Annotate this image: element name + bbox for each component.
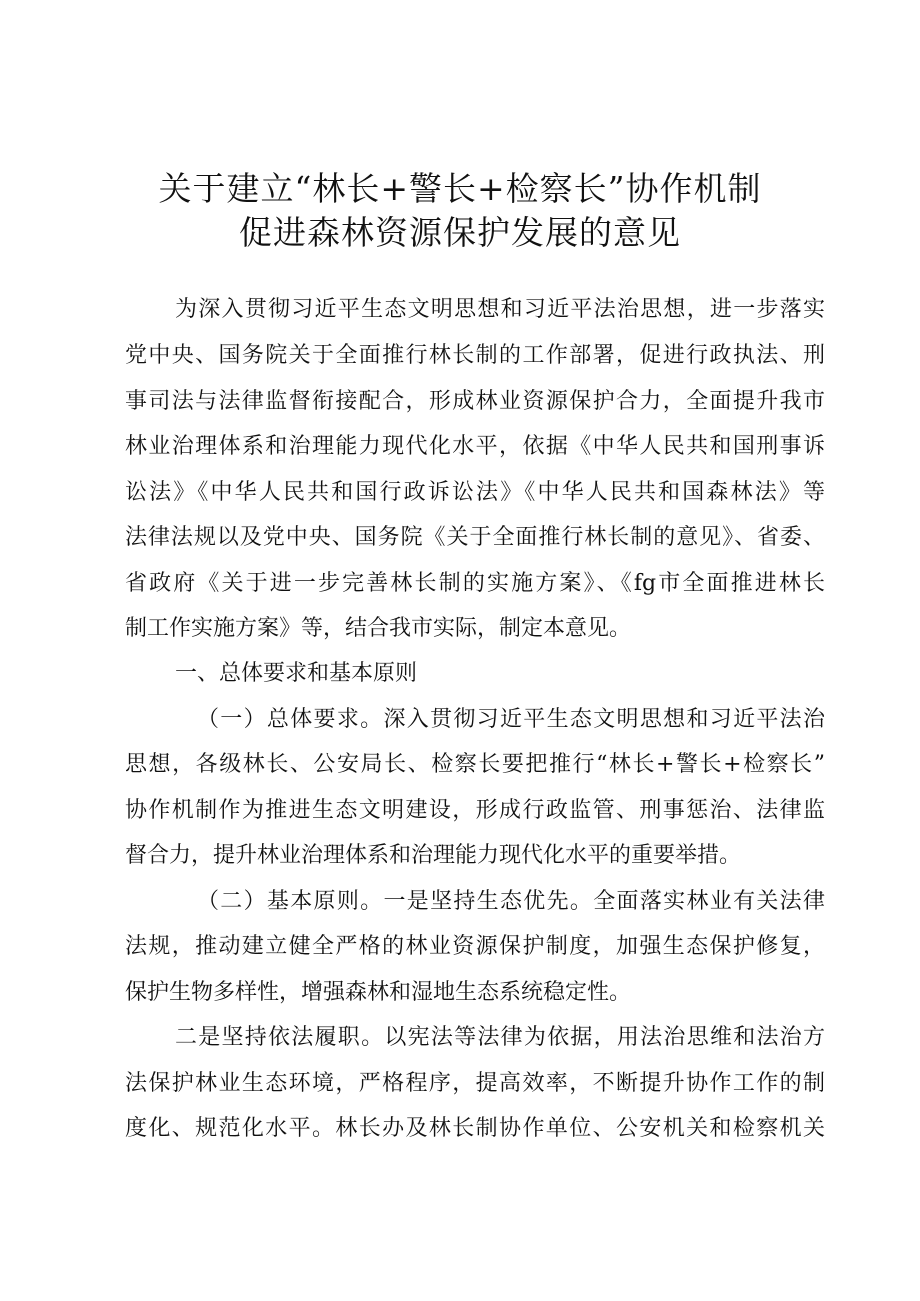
paragraph-line: 保护生物多样性，增强森林和湿地生态系统稳定性。 — [125, 980, 632, 1005]
paragraph-line: 协作机制作为推进生态文明建设，形成行政监管、刑事惩治、法律监 — [125, 798, 825, 823]
paragraph-line: 制工作实施方案》等，结合我市实际，制定本意见。 — [125, 616, 632, 641]
paragraph-line: 事司法与法律监督衔接配合，形成林业资源保护合力，全面提升我市 — [125, 389, 825, 414]
paragraph-line: 省政府《关于进一步完善林长制的实施方案》、《fg市全面推进林长 — [125, 571, 825, 596]
paragraph-line: 法规，推动建立健全严格的林业资源保护制度，加强生态保护修复， — [125, 934, 825, 959]
paragraph-line: 林业治理体系和治理能力现代化水平，依据《中华人民共和国刑事诉 — [125, 434, 825, 459]
paragraph-line: （二）基本原则。一是坚持生态优先。全面落实林业有关法律 — [197, 889, 825, 914]
document-title-line-1: 关于建立“林长+警长+检察长”协作机制 — [158, 169, 762, 208]
paragraph-line: 思想，各级林长、公安局长、检察长要把推行“林长+警长+检察长” — [125, 752, 825, 777]
paragraph-line: 法保护林业生态环境，严格程序，提高效率，不断提升协作工作的制 — [125, 1071, 825, 1096]
paragraph-line: 二是坚持依法履职。以宪法等法律为依据，用法治思维和法治方 — [175, 1025, 825, 1050]
paragraph-line: （一）总体要求。深入贯彻习近平生态文明思想和习近平法治 — [197, 707, 825, 732]
paragraph-line: 为深入贯彻习近平生态文明思想和习近平法治思想，进一步落实 — [175, 297, 825, 322]
section-heading: 一、总体要求和基本原则 — [175, 661, 418, 686]
paragraph-line: 讼法》《中华人民共和国行政诉讼法》《中华人民共和国森林法》等 — [125, 480, 825, 505]
document-title-line-2: 促进森林资源保护发展的意见 — [239, 213, 681, 252]
paragraph-line: 督合力，提升林业治理体系和治理能力现代化水平的重要举措。 — [125, 843, 742, 868]
paragraph-line: 度化、规范化水平。林长办及林长制协作单位、公安机关和检察机关 — [125, 1116, 825, 1141]
paragraph-line: 法律法规以及党中央、国务院《关于全面推行林长制的意见》、省委、 — [125, 525, 825, 550]
paragraph-line: 党中央、国务院关于全面推行林长制的工作部署，促进行政执法、刑 — [125, 343, 825, 368]
